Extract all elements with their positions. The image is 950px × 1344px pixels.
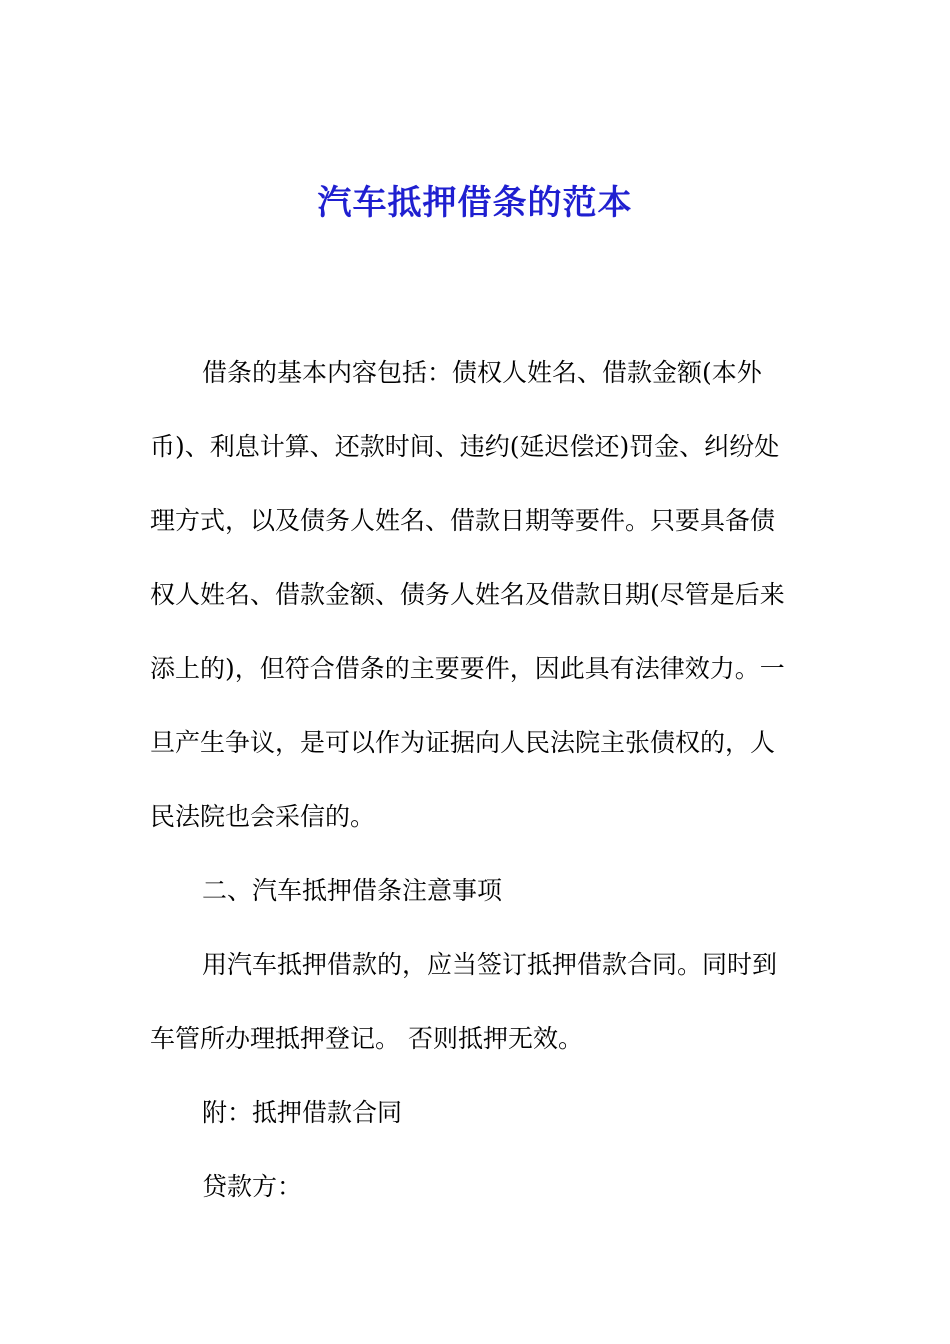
text-line: 民法院也会采信的。 [150, 802, 376, 831]
text-line: 旦产生争议，是可以作为证据向人民法院主张债权的，人 [150, 728, 776, 757]
document-body [150, 336, 810, 1224]
text-line: 理方式，以及债务人姓名、借款日期等要件。只要具备债 [150, 506, 776, 535]
text-line: 借条的基本内容包括：债权人姓名、借款金额(本外 [202, 358, 762, 387]
text-line: 车管所办理抵押登记。 否则抵押无效。 [150, 1024, 583, 1053]
text-line: 权人姓名、借款金额、债务人姓名及借款日期(尽管是后来 [150, 580, 785, 609]
paragraph-appendix [150, 1076, 810, 1150]
section-heading: 二、汽车抵押借条注意事项 [202, 876, 503, 905]
paragraph-loan-note-contents [150, 336, 810, 854]
text-line: 添上的)，但符合借条的主要要件，因此具有法律效力。一 [150, 654, 785, 683]
document-title: 汽车抵押借条的范本 [317, 183, 633, 223]
paragraph-mortgage-contract [150, 928, 810, 1076]
section-heading-notes [150, 854, 810, 928]
lender-label: 贷款方： [202, 1172, 303, 1201]
appendix-label: 附：抵押借款合同 [202, 1098, 403, 1127]
text-line: 用汽车抵押借款的，应当签订抵押借款合同。同时到 [202, 950, 778, 979]
paragraph-lender [150, 1150, 810, 1224]
text-line: 币)、利息计算、还款时间、违约(延迟偿还)罚金、纠纷处 [150, 432, 780, 461]
